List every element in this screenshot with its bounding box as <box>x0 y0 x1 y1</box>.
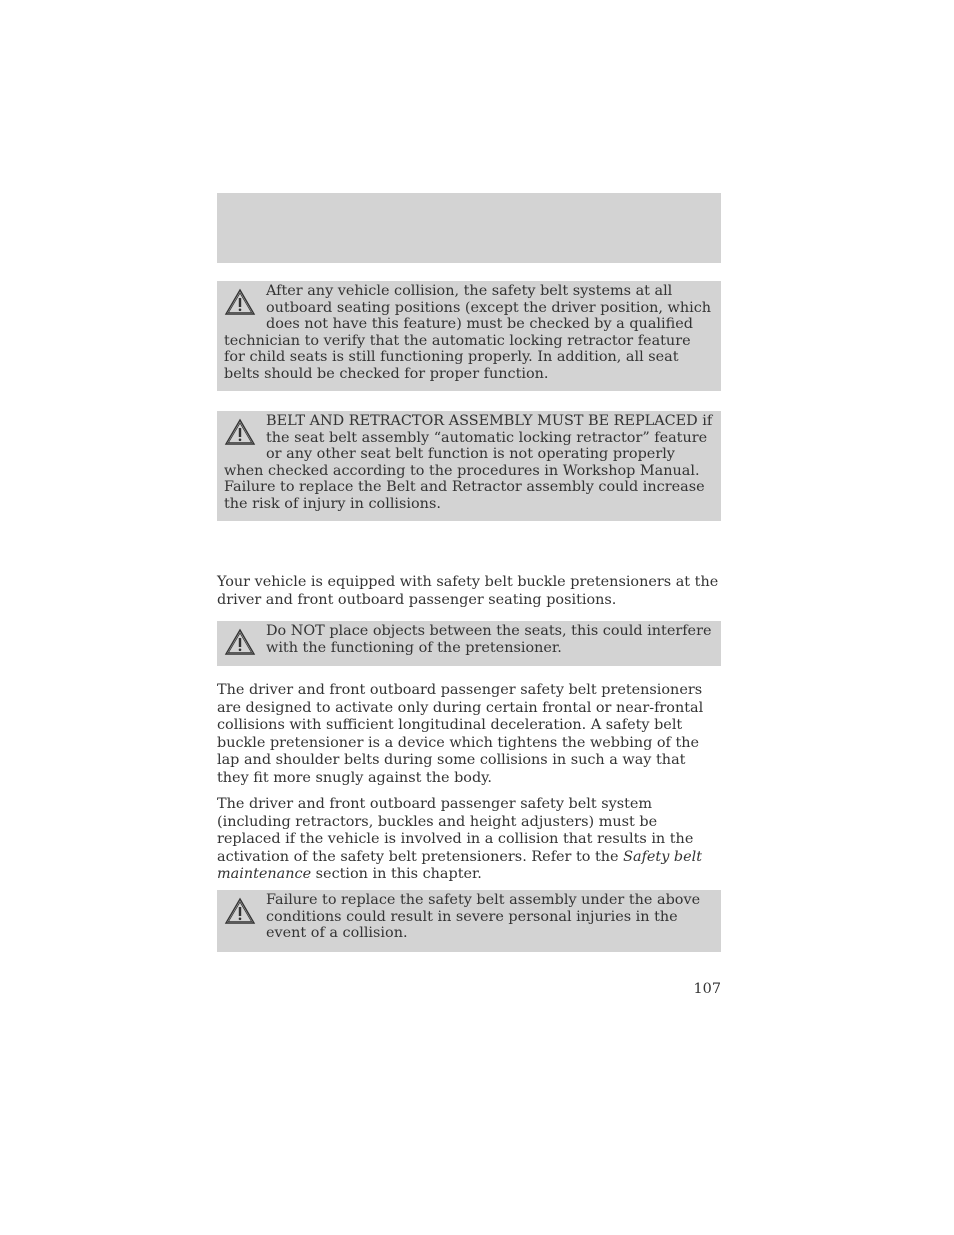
warning-box-failure-to-replace <box>217 890 721 952</box>
warning-text: BELT AND RETRACTOR ASSEMBLY MUST BE REPLACED if the seat belt assembly “automatic locking retractor” feature or any other seat belt function is not operating properly when checked according to the procedures in Workshop Manual. Failure to replace the Belt and Retractor assembly could increase the risk of injury in collisions. <box>224 413 713 512</box>
safety-belt-maintenance-reference: Safety belt maintenance <box>217 848 703 883</box>
warning-triangle-icon <box>224 897 256 925</box>
warning-triangle-icon <box>224 628 256 656</box>
paragraph-replacement <box>217 796 721 884</box>
warning-box-objects-between-seats <box>217 621 721 666</box>
warning-text: Do NOT place objects between the seats, this could interfere with the functioning of the pretensioner. <box>266 623 712 656</box>
paragraph-text: section in this chapter. <box>311 866 482 883</box>
warning-triangle-icon <box>224 288 256 316</box>
warning-text: Failure to replace the safety belt assembly under the above conditions could result in severe personal injuries in the event of a collision. <box>266 892 701 941</box>
warning-triangle-icon <box>224 418 256 446</box>
warning-box-collision-check <box>217 281 721 391</box>
page-number: 107 <box>693 981 721 997</box>
paragraph-pretensioner-intro: Your vehicle is equipped with safety belt buckle pretensioners at the driver and front outboard passenger seating positions. <box>217 574 719 608</box>
paragraph-pretensioner-design: The driver and front outboard passenger safety belt pretensioners are designed to activate only during certain frontal or near-frontal collisions with sufficient longitudinal deceleration. A safety belt buckle pretensioner is a device which tightens the webbing of the lap and shoulder belts during some collisions in such a way that they fit more snugly against the body. <box>217 682 704 786</box>
paragraph-text: The driver and front outboard passenger safety belt system (including retractors, buckles and height adjusters) must be replaced if the vehicle is involved in a collision that results in the activation of the safety belt pretensioners. Refer to the <box>217 796 694 865</box>
warning-box-retractor-replace <box>217 411 721 521</box>
warning-text: After any vehicle collision, the safety belt systems at all outboard seating positions (except the driver position, which does not have this feature) must be checked by a qualified technician to verify that the automatic locking retractor feature for child seats is still functioning properly. In addition, all seat belts should be checked for proper function. <box>224 283 712 382</box>
header-band <box>217 193 721 263</box>
